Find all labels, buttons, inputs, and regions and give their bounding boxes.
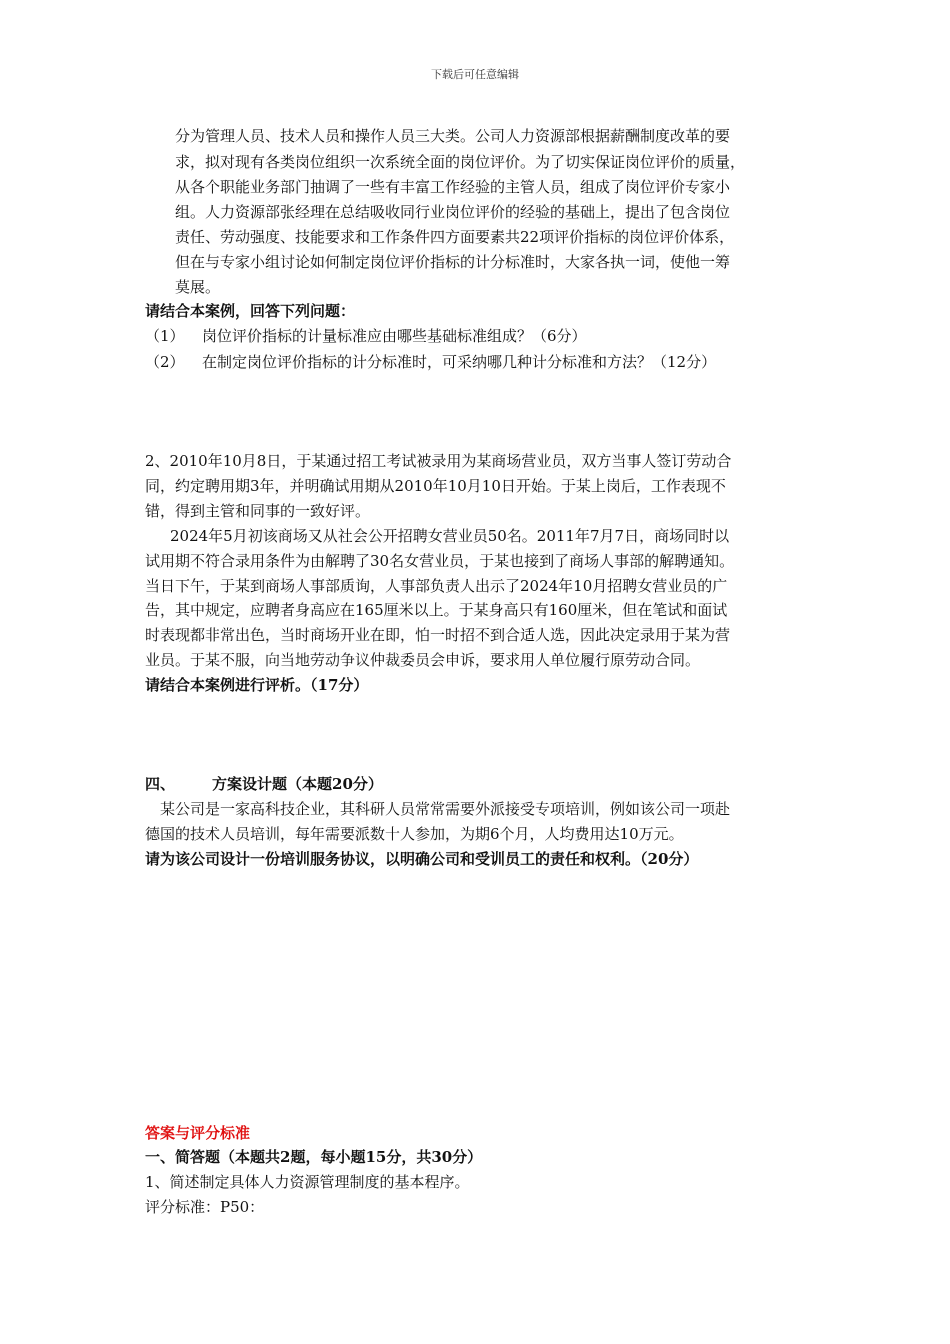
- section4-line: 德国的技术人员培训，每年需要派数十人参加，为期6个月，人均费用达10万元。: [145, 825, 684, 843]
- section4-title: 方案设计题（本题20分）: [212, 775, 383, 793]
- case1-line: 分为管理人员、技术人员和操作人员三大类。公司人力资源部根据薪酬制度改革的要: [175, 127, 731, 145]
- case2-line: 试用期不符合录用条件为由解聘了30名女营业员，于某也接到了商场人事部的解聘通知。: [145, 552, 735, 570]
- case2-line: 业员。于某不服，向当地劳动争议仲裁委员会申诉，要求用人单位履行原劳动合同。: [145, 651, 701, 669]
- case2-line: 告，其中规定，应聘者身高应在165厘米以上。于某身高只有160厘米，但在笔试和面试: [145, 601, 728, 619]
- case1-line: 但在与专家小组讨论如何制定岗位评价指标的计分标准时，大家各执一词，使他一筹: [175, 253, 731, 271]
- case2-line: 2024年5月初该商场又从社会公开招聘女营业员50名。2011年7月7日，商场同时以: [170, 527, 730, 545]
- case1-line: 从各个职能业务部门抽调了一些有丰富工作经验的主管人员，组成了岗位评价专家小: [175, 178, 731, 196]
- question-text: 岗位评价指标的计量标准应由哪些基础标准组成？（6分）: [202, 327, 587, 345]
- question-number: （1）: [145, 327, 185, 345]
- case1-line: 求，拟对现有各类岗位组织一次系统全面的岗位评价。为了切实保证岗位评价的质量，: [175, 153, 746, 171]
- answers-heading: 答案与评分标准: [145, 1124, 251, 1142]
- section4-line: 某公司是一家高科技企业，其科研人员常常需要外派接受专项培训，例如该公司一项赴: [160, 800, 731, 818]
- answers-question1: 1、简述制定具体人力资源管理制度的基本程序。: [145, 1173, 470, 1191]
- case2-line: 同，约定聘用期3年，并明确试用期从2010年10月10日开始。于某上岗后，工作表现不: [145, 477, 726, 495]
- section4-number: 四、: [145, 775, 176, 793]
- case2-line: 错，得到主管和同事的一致好评。: [145, 502, 371, 520]
- section4-prompt: 请为该公司设计一份培训服务协议，以明确公司和受训员工的责任和权利。（20分）: [145, 850, 699, 868]
- answers-section1-heading: 一、简答题（本题共2题，每小题15分，共30分）: [145, 1148, 483, 1166]
- page-header-note: 下载后可任意编辑: [431, 68, 519, 81]
- case1-line: 莫展。: [175, 278, 221, 296]
- case2-line: 2、2010年10月8日，于某通过招工考试被录用为某商场营业员，双方当事人签订劳动合: [145, 452, 732, 470]
- case1-prompt: 请结合本案例，回答下列问题：: [145, 302, 356, 320]
- case1-line: 组。人力资源部张经理在总结吸收同行业岗位评价的经验的基础上，提出了包含岗位: [175, 203, 731, 221]
- question-text: 在制定岗位评价指标的计分标准时，可采纳哪几种计分标准和方法？（12分）: [202, 353, 717, 371]
- answers-criteria: 评分标准：P50：: [145, 1198, 265, 1216]
- case2-prompt: 请结合本案例进行评析。（17分）: [145, 676, 369, 694]
- case2-line: 当日下午，于某到商场人事部质询，人事部负责人出示了2024年10月招聘女营业员的广: [145, 577, 728, 595]
- case2-line: 时表现都非常出色，当时商场开业在即，怕一时招不到合适人选，因此决定录用于某为营: [145, 626, 731, 644]
- question-number: （2）: [145, 353, 185, 371]
- case1-line: 责任、劳动强度、技能要求和工作条件四方面要素共22项评价指标的岗位评价体系，: [175, 228, 735, 246]
